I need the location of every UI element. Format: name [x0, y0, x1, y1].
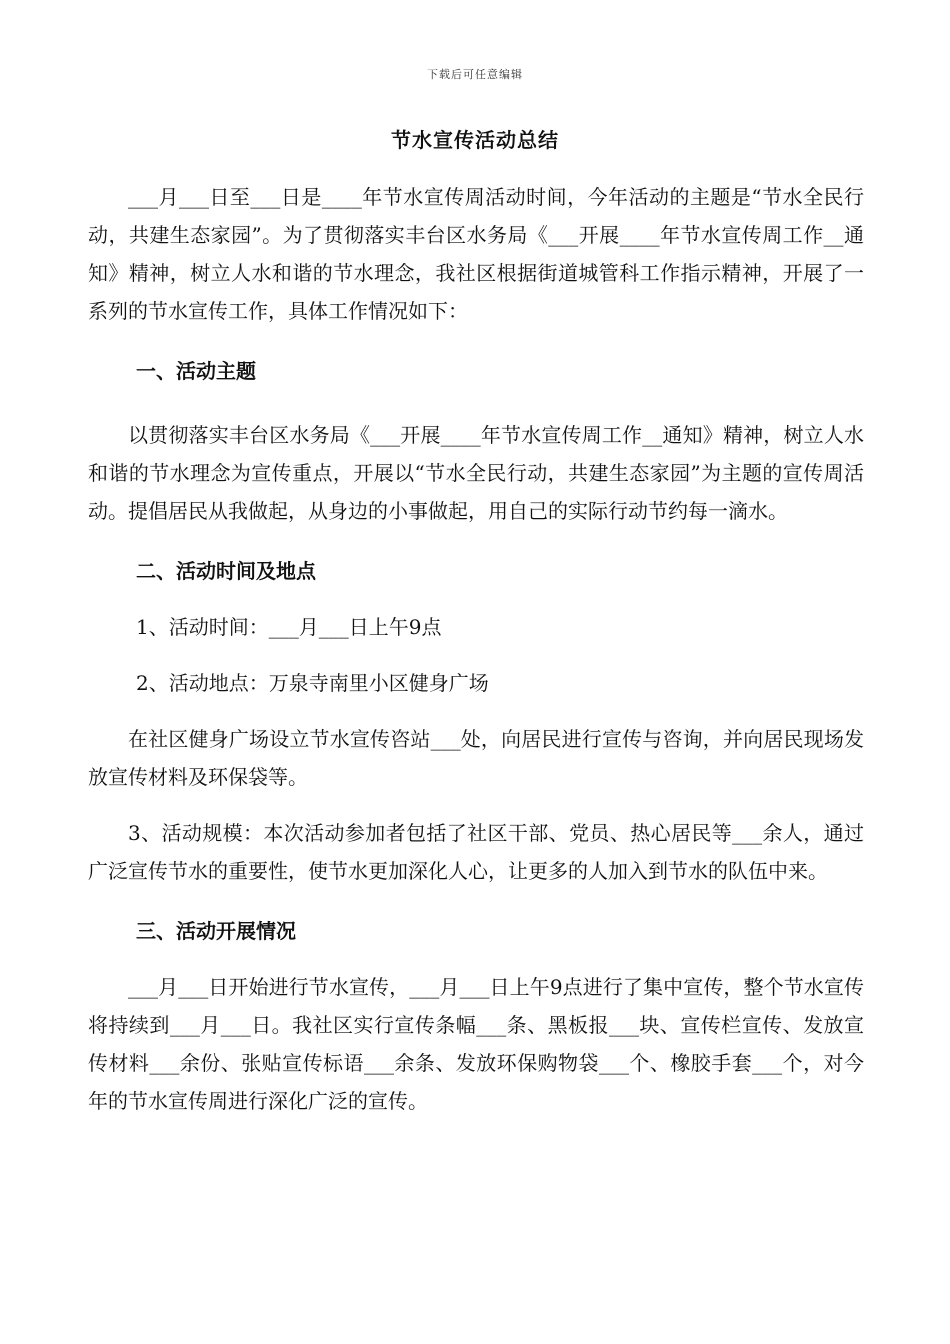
section-3-heading: 三、活动开展情况 — [136, 919, 296, 943]
section-1-heading: 一、活动主题 — [136, 359, 256, 383]
document-title: 节水宣传活动总结 — [391, 128, 559, 152]
intro-paragraph: ___月___日至___日是____年节水宣传周活动时间，今年活动的主题是“节水全民行动，共建生态家园”。为了贯彻落实丰台区水务局《___开展____年节水宣传周工作__通知》精神，树立人水和谐的节水理念，我社区根据街道城管科工作指示精神，开展了一系列的节水宣传工作，具体工作情况如下： — [88, 185, 864, 323]
header-note: 下载后可任意编辑 — [427, 68, 523, 81]
activity-detail-paragraph: 在社区健身广场设立节水宣传咨站___处，向居民进行宣传与咨询，并向居民现场发放宣传材料及环保袋等。 — [88, 727, 864, 789]
activity-time: 1、活动时间：___月___日上午9点 — [136, 615, 442, 639]
document-body — [88, 178, 864, 1120]
section-1-paragraph: 以贯彻落实丰台区水务局《___开展____年节水宣传周工作__通知》精神，树立人水和谐的节水理念为宣传重点，开展以“节水全民行动，共建生态家园”为主题的宣传周活动。提倡居民从我做起，从身边的小事做起，用自己的实际行动节约每一滴水。 — [88, 423, 864, 523]
activity-place: 2、活动地点：万泉寺南里小区健身广场 — [136, 671, 489, 695]
section-2-heading: 二、活动时间及地点 — [136, 559, 316, 583]
section-3-paragraph: ___月___日开始进行节水宣传，___月___日上午9点进行了集中宣传，整个节水宣传将持续到___月___日。我社区实行宣传条幅___条、黑板报___块、宣传栏宣传、发放宣传材料___余份、张贴宣传标语___余条、发放环保购物袋___个、橡胶手套___个，对今年的节水宣传周进行深化广泛的宣传。 — [88, 975, 864, 1113]
activity-scale-paragraph: 3、活动规模：本次活动参加者包括了社区干部、党员、热心居民等___余人，通过广泛宣传节水的重要性，使节水更加深化人心，让更多的人加入到节水的队伍中来。 — [88, 821, 864, 883]
